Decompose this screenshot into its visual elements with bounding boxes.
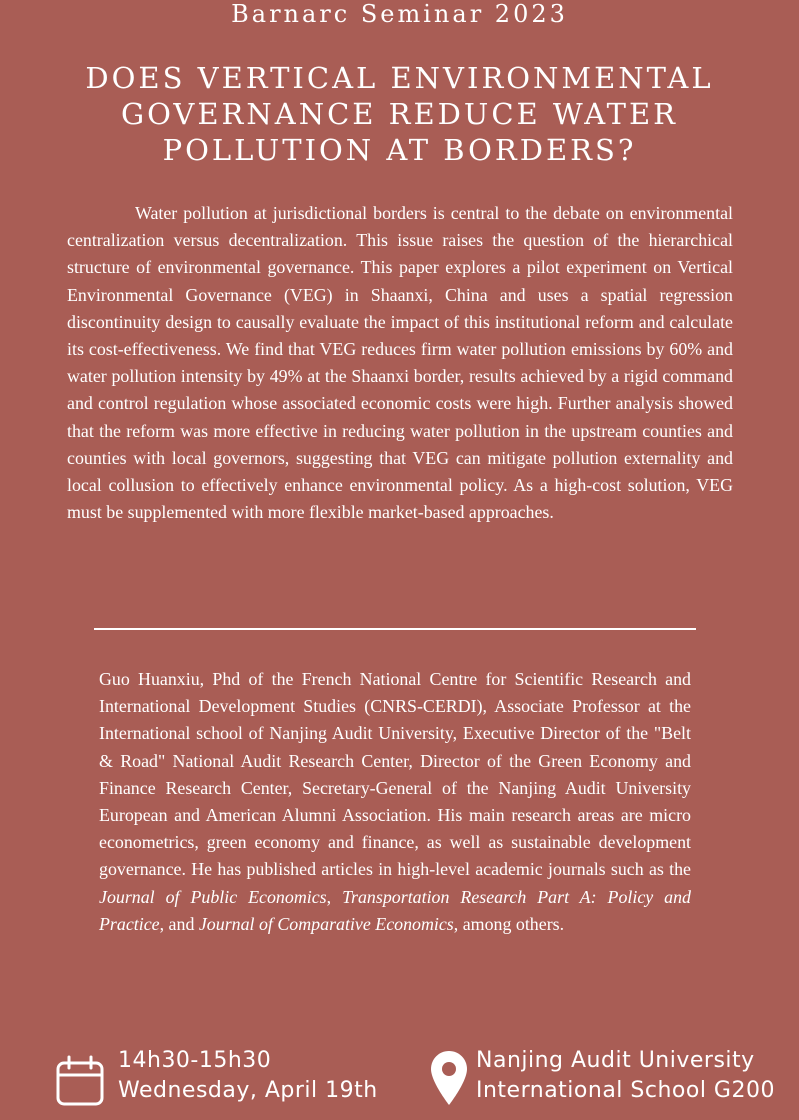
venue-line-1: Nanjing Audit University <box>476 1048 755 1073</box>
section-divider <box>94 628 696 630</box>
bio-separator: , and <box>159 913 199 934</box>
abstract-paragraph: Water pollution at jurisdictional borders is central to the debate on environmental centralization versus decentralization. This issue raises the question of the hierarchical structure of environmental governance. This paper explores a pilot experiment on Vertical Environmental Governance (VEG) in Shaanxi, China and uses a spatial regression discontinuity design to causally evaluate the impact of this institutional reform and calculate its cost-effectiveness. We find that VEG reduces firm water pollution emissions by 60% and water pollution intensity by 49% at the Shaanxi border, results achieved by a rigid command and control regulation whose associated economic costs were high. Further analysis showed that the reform was more effective in reducing water pollution in the upstream counties and counties with local governors, suggesting that VEG can mitigate pollution externality and local collusion to effectively enhance environmental policy. As a high-cost solution, VEG must be supplemented with more flexible market-based approaches. <box>67 203 733 523</box>
bio-text: , among others. <box>453 913 565 934</box>
calendar-icon <box>55 1055 105 1107</box>
bio-text: Guo Huanxiu, Phd of the French National Centre for Scientific Research and International Development Studies (CNRS-CERDI), Associate Professor at the International school of Nanjing Audit University, Executive Director of the "Belt & Road" National Audit Research Center, Director of the Green Economy and Finance Research Center, Secretary-General of the Nanjing Audit University European and American Alumni Association. His main research areas are micro econometrics, green economy and finance, as well as sustainable development governance. He has published articles in high-level academic journals such as the <box>99 669 691 880</box>
event-datetime <box>118 1046 378 1106</box>
venue-line-2: International School G200 <box>476 1078 775 1103</box>
event-venue <box>476 1046 775 1106</box>
event-date: Wednesday, April 19th <box>118 1078 378 1103</box>
seminar-title: DOES VERTICAL ENVIRONMENTAL GOVERNANCE REDUCE WATER POLLUTION AT BORDERS? <box>85 61 714 167</box>
bio-separator: , <box>326 886 343 907</box>
journal-title: Journal of Public Economics <box>99 886 327 907</box>
location-pin-icon <box>430 1050 468 1106</box>
journal-title: Journal of Comparative Economics <box>198 913 454 934</box>
event-time: 14h30-15h30 <box>118 1048 272 1073</box>
seminar-series: Barnarc Seminar 2023 <box>231 0 568 28</box>
journal-title: Transportation Research Part A: Policy and Practice <box>99 886 691 934</box>
speaker-bio <box>99 666 691 938</box>
